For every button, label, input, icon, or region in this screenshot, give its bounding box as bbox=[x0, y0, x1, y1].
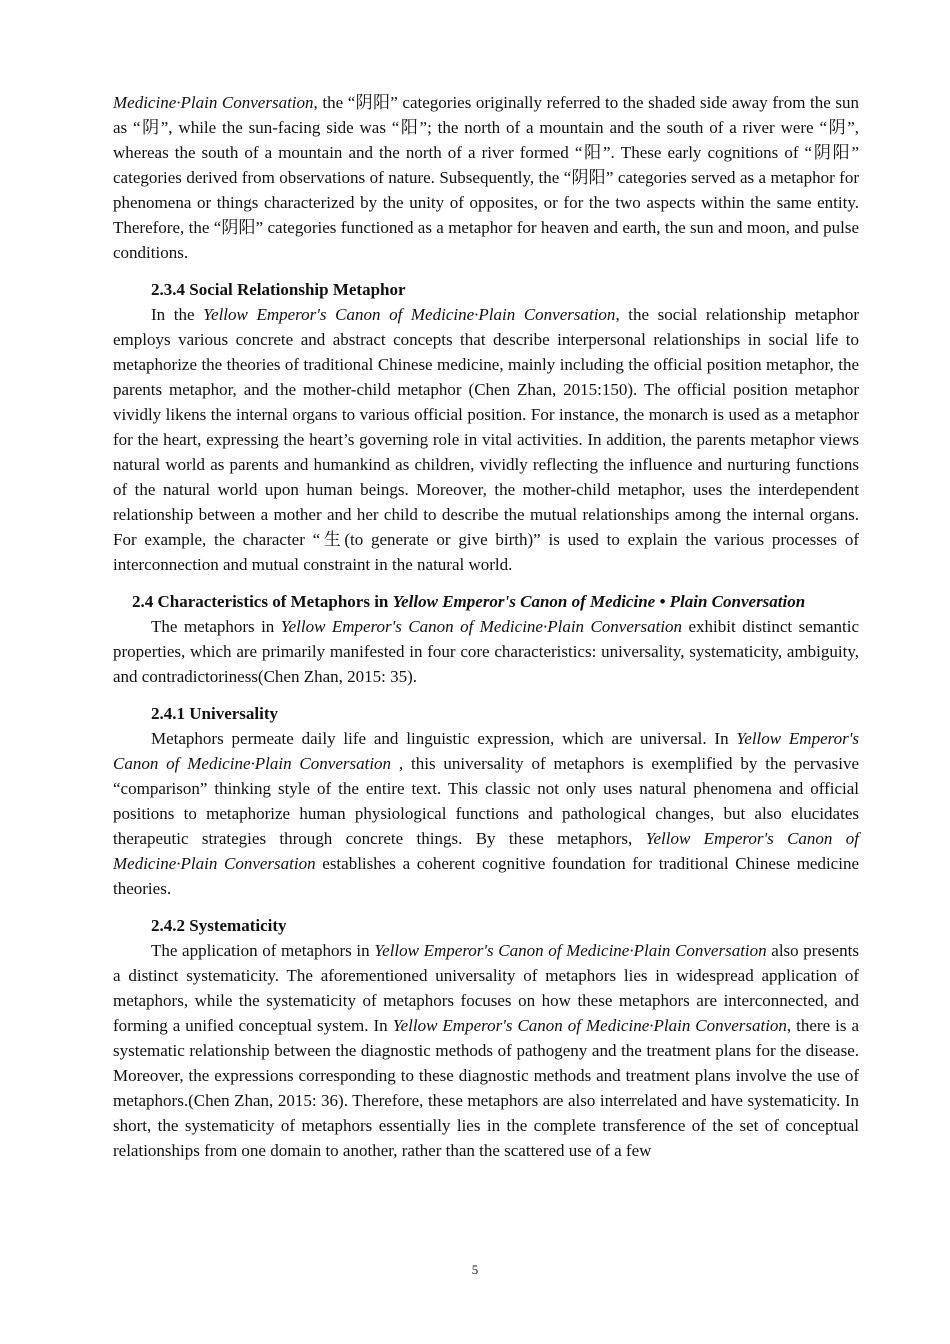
paragraph-universality bbox=[113, 726, 859, 901]
text-run: In the bbox=[151, 305, 204, 324]
page-number: 5 bbox=[471, 1262, 479, 1277]
text-run: exhibit distinct semantic properties, which are primarily manifested in four core characteristics: universality, systematicity, ambiguity, and contradictoriness(Chen Zhan, 2015: 35). bbox=[113, 617, 859, 686]
heading-2-4-1: 2.4.1 Universality bbox=[151, 704, 279, 723]
heading-2-4 bbox=[113, 589, 859, 614]
text-run: establishes a coherent cognitive foundation for traditional Chinese medicine theories. bbox=[113, 854, 859, 898]
text-run: , the social relationship metaphor employs various concrete and abstract concepts that describe interpersonal relationships in social life to metaphorize the theories of traditional Chinese medicine, mainly including the official position metaphor, the parents metaphor, and the mother-child metaphor (Chen Zhan, 2015:150). The official position metaphor vividly likens the internal organs to various official position. For instance, the monarch is used as a metaphor for the heart, expressing the heart’s governing role in vital activities. In addition, the parents metaphor views natural world as parents and humankind as children, vividly reflecting the influence and nurturing functions of the natural world upon human beings. Moreover, the mother-child metaphor, uses the interdependent relationship between a mother and her child to describe the mutual relationships among the internal organs. For example, the character “生(to generate or give birth)” is used to explain the various processes of interconnection and mutual constraint in the natural world. bbox=[113, 305, 859, 574]
text-run: Yellow Emperor's Canon of Medicine·Plain Conversation bbox=[203, 305, 616, 324]
text-run: , this universality of metaphors is exemplified by the pervasive “comparison” thinking style of the entire text. This classic not only uses natural phenomena and official positions to metaphorize human physiological functions and pathological changes, but also elucidates therapeutic strategies through concrete things. By these metaphors, bbox=[113, 754, 860, 848]
text-run: Yellow Emperor's Canon of Medicine·Plain Conversation bbox=[113, 829, 859, 873]
text-run: , the “阴阳” categories originally referred to the shaded side away from the sun as “阴”, while the sun-facing side was “阳”; the north of a mountain and the south of a river were “阴”, whereas the south of a mountain and the north of a river formed “阳”. These early cognitions of “阴阳” categories derived from observations of nature. Subsequently, the “阴阳” categories served as a metaphor for phenomena or things characterized by the unity of opposites, or for the two aspects within the same entity. Therefore, the “阴阳” categories functioned as a metaphor for heaven and earth, the sun and moon, and pulse conditions. bbox=[113, 93, 859, 262]
text-run: 2.4 Characteristics of Metaphors in bbox=[132, 592, 393, 611]
heading-2-4-2: 2.4.2 Systematicity bbox=[151, 916, 287, 935]
text-run: also presents a distinct systematicity. The aforementioned universality of metaphors lies in widespread application of metaphors, while the systematicity of metaphors focuses on how these metaphors are interconnected, and forming a unified conceptual system. In bbox=[113, 941, 859, 1035]
text-run: The metaphors in bbox=[151, 617, 281, 636]
text-run: Yellow Emperor's Canon of Medicine·Plain Conversation bbox=[392, 1016, 787, 1035]
text-run: Yellow Emperor's Canon of Medicine·Plain Conversation bbox=[374, 941, 767, 960]
text-run: Medicine·Plain Conversation bbox=[113, 93, 314, 112]
text-run: , there is a systematic relationship between the diagnostic methods of pathogeny and the treatment plans for the disease. Moreover, the expressions corresponding to these diagnostic methods and treatment plans involve the use of metaphors.(Chen Zhan, 2015: 36). Therefore, these metaphors are also interrelated and have systematicity. In short, the systematicity of metaphors essentially lies in the complete transference of the set of conceptual relationships from one domain to another, rather than the scattered use of a few bbox=[113, 1016, 860, 1160]
page-body bbox=[113, 90, 859, 1163]
text-run: Yellow Emperor's Canon of Medicine • Plain Conversation bbox=[392, 592, 806, 611]
text-run: Metaphors permeate daily life and linguistic expression, which are universal. In bbox=[151, 729, 737, 748]
paragraph-social-relationship bbox=[113, 302, 859, 577]
paragraph-yinyang bbox=[113, 90, 859, 265]
heading-2-3-4: 2.3.4 Social Relationship Metaphor bbox=[151, 280, 406, 299]
paragraph-characteristics bbox=[113, 614, 859, 689]
text-run: The application of metaphors in bbox=[151, 941, 375, 960]
text-run: Yellow Emperor's Canon of Medicine·Plain Conversation bbox=[280, 617, 683, 636]
paragraph-systematicity bbox=[113, 938, 859, 1163]
text-run: Yellow Emperor's Canon of Medicine·Plain Conversation bbox=[113, 729, 859, 773]
